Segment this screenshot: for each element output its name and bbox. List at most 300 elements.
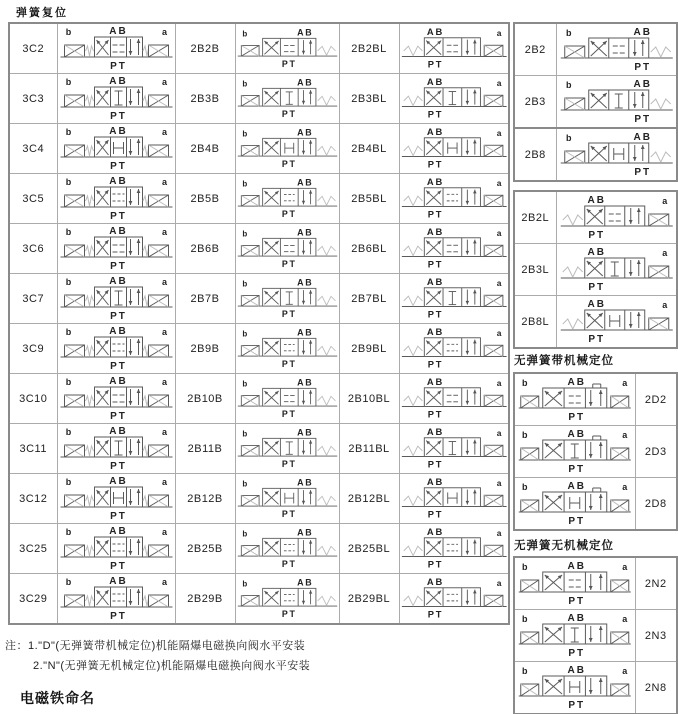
valve-symbol: [557, 298, 677, 346]
svg-text:b: b: [241, 29, 247, 39]
valve-code-cell: 2N2: [635, 557, 677, 610]
valve-code-cell: 2B9B: [175, 324, 235, 374]
svg-text:a: a: [496, 477, 501, 488]
svg-text:PT: PT: [281, 258, 297, 269]
svg-text:PT: PT: [281, 608, 297, 619]
valve-symbol-cell: [235, 424, 339, 474]
main-table-row: [9, 474, 509, 524]
side-table-2n: [513, 556, 678, 714]
valve-code-cell: 2B8L: [514, 296, 556, 349]
valve-symbol: [400, 525, 509, 573]
svg-text:b: b: [65, 177, 71, 187]
svg-text:PT: PT: [427, 409, 443, 420]
side-table-row: [514, 373, 677, 426]
svg-text:b: b: [65, 27, 71, 37]
valve-code-cell: 3C25: [9, 524, 57, 574]
svg-text:PT: PT: [427, 559, 443, 570]
svg-text:b: b: [65, 127, 71, 137]
valve-code-cell: 2B3B: [175, 74, 235, 124]
valve-symbol-cell: [399, 374, 509, 424]
valve-code-cell: 2D2: [635, 373, 677, 426]
svg-text:PT: PT: [281, 58, 297, 69]
svg-text:AB: AB: [296, 277, 313, 288]
svg-text:PT: PT: [633, 114, 651, 125]
svg-text:AB: AB: [633, 132, 652, 143]
side-table-row: [514, 191, 677, 244]
valve-code-cell: 2B4BL: [339, 124, 399, 174]
valve-code-cell: 3C2: [9, 23, 57, 74]
svg-text:b: b: [565, 28, 571, 38]
valve-code-cell: 2N3: [635, 610, 677, 662]
valve-symbol: [236, 475, 339, 523]
valve-symbol-cell: [57, 23, 175, 74]
svg-text:PT: PT: [427, 459, 443, 470]
svg-text:AB: AB: [296, 77, 313, 88]
svg-text:AB: AB: [296, 327, 313, 338]
svg-text:PT: PT: [109, 561, 127, 572]
valve-code-cell: 2B6BL: [339, 224, 399, 274]
svg-text:b: b: [241, 529, 247, 539]
svg-text:AB: AB: [633, 27, 652, 38]
main-table-row: [9, 23, 509, 74]
svg-text:AB: AB: [108, 426, 128, 437]
valve-symbol-cell: [399, 574, 509, 625]
valve-symbol-cell: [57, 324, 175, 374]
valve-symbol-cell: [235, 324, 339, 374]
valve-code-cell: 2D8: [635, 478, 677, 531]
valve-symbol: [58, 25, 175, 73]
valve-symbol: [58, 125, 175, 173]
valve-symbol: [515, 664, 635, 712]
valve-symbol-cell: [514, 373, 635, 426]
valve-code-cell: 2B10BL: [339, 374, 399, 424]
svg-text:AB: AB: [567, 481, 586, 492]
svg-text:AB: AB: [108, 376, 128, 387]
svg-text:PT: PT: [109, 361, 127, 372]
side-table-row: [514, 23, 677, 76]
valve-symbol-cell: [556, 128, 677, 181]
valve-symbol: [400, 575, 509, 623]
svg-text:a: a: [496, 527, 501, 538]
svg-text:PT: PT: [568, 700, 586, 711]
svg-text:a: a: [161, 477, 167, 487]
note-line-1: 注：1."D"(无弹簧带机械定位)机能隔爆电磁换向阀水平安装: [5, 640, 306, 652]
side-table-row: [514, 128, 677, 181]
svg-text:PT: PT: [427, 609, 443, 620]
side-table-row: [514, 610, 677, 662]
valve-code-cell: 2B7B: [175, 274, 235, 324]
svg-text:PT: PT: [568, 648, 586, 659]
svg-text:a: a: [496, 577, 501, 588]
valve-code-cell: 2B29B: [175, 574, 235, 625]
valve-symbol: [236, 175, 339, 223]
valve-symbol: [557, 246, 677, 294]
svg-text:a: a: [496, 277, 501, 288]
svg-text:b: b: [241, 329, 247, 339]
svg-text:PT: PT: [281, 358, 297, 369]
valve-symbol-cell: [235, 474, 339, 524]
valve-code-cell: 2B25BL: [339, 524, 399, 574]
svg-text:b: b: [65, 477, 71, 487]
svg-text:AB: AB: [296, 477, 313, 488]
valve-code-cell: 3C7: [9, 274, 57, 324]
valve-symbol: [236, 275, 339, 323]
svg-text:PT: PT: [568, 516, 586, 527]
svg-text:AB: AB: [296, 527, 313, 538]
svg-text:AB: AB: [426, 276, 444, 287]
side-table-row: [514, 557, 677, 610]
valve-symbol-cell: [57, 174, 175, 224]
valve-code-cell: 2B2BL: [339, 23, 399, 74]
svg-text:PT: PT: [109, 261, 127, 272]
svg-text:PT: PT: [633, 167, 651, 178]
valve-code-cell: 2B8: [514, 128, 556, 181]
svg-text:AB: AB: [426, 476, 444, 487]
valve-code-cell: 3C10: [9, 374, 57, 424]
svg-text:AB: AB: [567, 665, 586, 676]
svg-text:AB: AB: [108, 126, 128, 137]
valve-symbol-cell: [514, 557, 635, 610]
valve-symbol-cell: [399, 524, 509, 574]
valve-symbol: [400, 175, 509, 223]
svg-text:b: b: [65, 327, 71, 337]
svg-text:b: b: [522, 614, 528, 624]
valve-symbol-cell: [514, 662, 635, 714]
valve-symbol-cell: [57, 374, 175, 424]
svg-text:a: a: [496, 127, 501, 138]
svg-text:AB: AB: [108, 176, 128, 187]
svg-text:PT: PT: [427, 209, 443, 220]
svg-text:AB: AB: [296, 127, 313, 138]
svg-text:b: b: [565, 80, 571, 90]
svg-text:AB: AB: [567, 429, 586, 440]
svg-text:AB: AB: [633, 79, 652, 90]
main-table-row: [9, 424, 509, 474]
svg-text:PT: PT: [281, 108, 297, 119]
note-line-2: 2."N"(无弹簧无机械定位)机能隔爆电磁换向阀水平安装: [33, 660, 311, 672]
valve-code-cell: 3C29: [9, 574, 57, 625]
svg-text:b: b: [522, 666, 528, 676]
svg-text:a: a: [161, 177, 167, 187]
valve-symbol: [515, 612, 635, 660]
svg-text:b: b: [65, 527, 71, 537]
valve-symbol-cell: [399, 474, 509, 524]
valve-symbol: [400, 375, 509, 423]
valve-code-cell: 2B3BL: [339, 74, 399, 124]
valve-symbol: [58, 225, 175, 273]
svg-text:a: a: [622, 614, 628, 624]
valve-symbol-cell: [399, 74, 509, 124]
valve-code-cell: 2B5B: [175, 174, 235, 224]
valve-symbol-cell: [57, 224, 175, 274]
svg-text:a: a: [622, 562, 628, 572]
svg-text:AB: AB: [426, 176, 444, 187]
svg-text:b: b: [241, 429, 247, 439]
valve-symbol: [236, 225, 339, 273]
valve-symbol: [236, 525, 339, 573]
valve-symbol: [515, 428, 635, 476]
svg-text:a: a: [161, 527, 167, 537]
svg-text:b: b: [241, 179, 247, 189]
svg-text:AB: AB: [426, 576, 444, 587]
main-table-row: [9, 574, 509, 625]
valve-code-cell: 3C3: [9, 74, 57, 124]
side-table-row: [514, 296, 677, 349]
svg-text:a: a: [496, 327, 501, 338]
valve-symbol: [58, 375, 175, 423]
valve-code-cell: 3C6: [9, 224, 57, 274]
valve-code-cell: 2B2L: [514, 191, 556, 244]
valve-symbol: [557, 131, 677, 179]
valve-symbol: [58, 475, 175, 523]
main-table-row: [9, 374, 509, 424]
detent-heading: 无弹簧带机械定位: [514, 355, 614, 367]
svg-text:PT: PT: [281, 158, 297, 169]
svg-text:b: b: [241, 579, 247, 589]
valve-code-cell: 2B7BL: [339, 274, 399, 324]
valve-code-cell: 2B25B: [175, 524, 235, 574]
valve-symbol-cell: [556, 23, 677, 76]
svg-text:a: a: [622, 378, 628, 388]
side-table-row: [514, 244, 677, 296]
svg-text:a: a: [661, 300, 667, 310]
valve-symbol: [400, 75, 509, 123]
svg-text:AB: AB: [296, 27, 313, 38]
svg-text:a: a: [661, 196, 667, 206]
valve-symbol-cell: [235, 274, 339, 324]
svg-text:AB: AB: [108, 326, 128, 337]
valve-code-cell: 3C5: [9, 174, 57, 224]
svg-text:b: b: [565, 133, 571, 143]
svg-text:AB: AB: [108, 476, 128, 487]
svg-text:a: a: [496, 227, 501, 238]
svg-text:PT: PT: [109, 311, 127, 322]
main-table-row: [9, 274, 509, 324]
valve-symbol-cell: [235, 374, 339, 424]
valve-symbol: [58, 275, 175, 323]
valve-code-cell: 2B4B: [175, 124, 235, 174]
svg-text:a: a: [496, 177, 501, 188]
svg-text:a: a: [496, 27, 501, 38]
svg-text:PT: PT: [633, 62, 651, 73]
valve-symbol: [557, 194, 677, 242]
svg-text:a: a: [496, 427, 501, 438]
svg-text:b: b: [522, 482, 528, 492]
side-table-row: [514, 478, 677, 531]
svg-text:PT: PT: [427, 109, 443, 120]
valve-symbol-cell: [57, 524, 175, 574]
svg-text:PT: PT: [427, 259, 443, 270]
valve-symbol: [236, 325, 339, 373]
valve-symbol-cell: [399, 274, 509, 324]
valve-symbol-cell: [556, 296, 677, 349]
svg-text:PT: PT: [427, 509, 443, 520]
valve-symbol: [58, 425, 175, 473]
svg-text:a: a: [622, 666, 628, 676]
valve-code-cell: 2B9BL: [339, 324, 399, 374]
valve-symbol: [400, 25, 509, 73]
valve-code-cell: 3C4: [9, 124, 57, 174]
svg-text:PT: PT: [281, 408, 297, 419]
svg-text:b: b: [241, 79, 247, 89]
valve-code-cell: 2N8: [635, 662, 677, 714]
valve-symbol-cell: [399, 124, 509, 174]
valve-symbol-cell: [399, 424, 509, 474]
valve-symbol: [58, 575, 175, 623]
svg-text:PT: PT: [109, 111, 127, 122]
side-table-row: [514, 76, 677, 129]
svg-text:b: b: [65, 77, 71, 87]
valve-code-cell: 2B11BL: [339, 424, 399, 474]
svg-text:AB: AB: [108, 526, 128, 537]
valve-symbol: [557, 78, 677, 126]
valve-symbol-cell: [235, 74, 339, 124]
svg-text:AB: AB: [426, 426, 444, 437]
valve-symbol-cell: [57, 474, 175, 524]
spring-return-heading: 弹簧复位: [16, 7, 68, 19]
solenoid-naming-heading: 电磁铁命名: [20, 690, 95, 706]
valve-symbol: [236, 125, 339, 173]
side-table-2bl: [513, 190, 678, 349]
svg-text:AB: AB: [108, 276, 128, 287]
svg-text:b: b: [65, 427, 71, 437]
svg-text:AB: AB: [567, 613, 586, 624]
valve-symbol: [557, 26, 677, 74]
svg-text:a: a: [161, 577, 167, 587]
svg-text:AB: AB: [587, 195, 606, 206]
main-table-row: [9, 124, 509, 174]
svg-text:AB: AB: [587, 299, 606, 310]
svg-text:a: a: [496, 377, 501, 388]
svg-text:PT: PT: [109, 61, 127, 72]
svg-text:AB: AB: [567, 377, 586, 388]
valve-symbol: [400, 225, 509, 273]
svg-text:a: a: [161, 27, 167, 37]
valve-symbol-cell: [57, 574, 175, 625]
svg-text:a: a: [161, 277, 167, 287]
valve-symbol: [236, 25, 339, 73]
valve-code-cell: 2B3L: [514, 244, 556, 296]
valve-symbol-cell: [399, 23, 509, 74]
svg-text:PT: PT: [109, 211, 127, 222]
valve-code-cell: 2B12BL: [339, 474, 399, 524]
valve-code-cell: 3C11: [9, 424, 57, 474]
svg-text:b: b: [65, 227, 71, 237]
valve-symbol-cell: [57, 274, 175, 324]
svg-text:b: b: [241, 129, 247, 139]
svg-text:AB: AB: [426, 526, 444, 537]
svg-text:AB: AB: [567, 561, 586, 572]
svg-text:b: b: [241, 379, 247, 389]
valve-symbol: [236, 75, 339, 123]
valve-symbol: [515, 560, 635, 608]
side-table-row: [514, 426, 677, 478]
svg-text:a: a: [161, 327, 167, 337]
valve-symbol: [58, 75, 175, 123]
svg-text:AB: AB: [296, 177, 313, 188]
svg-text:b: b: [65, 277, 71, 287]
valve-code-cell: 2D3: [635, 426, 677, 478]
side-table-2d: [513, 372, 678, 531]
svg-text:PT: PT: [109, 161, 127, 172]
svg-text:a: a: [161, 377, 167, 387]
svg-text:b: b: [522, 430, 528, 440]
valve-symbol: [400, 125, 509, 173]
valve-symbol-cell: [57, 124, 175, 174]
valve-code-cell: 3C12: [9, 474, 57, 524]
svg-text:PT: PT: [281, 208, 297, 219]
valve-symbol-cell: [556, 244, 677, 296]
svg-text:PT: PT: [281, 308, 297, 319]
svg-text:PT: PT: [587, 334, 605, 345]
valve-code-cell: 2B6B: [175, 224, 235, 274]
svg-text:PT: PT: [427, 159, 443, 170]
svg-text:PT: PT: [281, 458, 297, 469]
svg-text:AB: AB: [108, 76, 128, 87]
svg-text:PT: PT: [281, 508, 297, 519]
no-detent-heading: 无弹簧无机械定位: [514, 540, 614, 552]
valve-symbol-cell: [235, 524, 339, 574]
spring-return-table: [8, 22, 510, 625]
svg-text:b: b: [241, 229, 247, 239]
valve-symbol: [58, 325, 175, 373]
svg-text:AB: AB: [296, 427, 313, 438]
valve-code-cell: 2B12B: [175, 474, 235, 524]
svg-text:b: b: [522, 562, 528, 572]
svg-text:a: a: [161, 77, 167, 87]
valve-symbol: [236, 425, 339, 473]
svg-text:AB: AB: [108, 26, 128, 37]
valve-symbol-cell: [399, 324, 509, 374]
svg-text:a: a: [661, 248, 667, 258]
svg-text:a: a: [622, 482, 628, 492]
valve-symbol: [58, 525, 175, 573]
main-table-row: [9, 224, 509, 274]
valve-code-cell: 2B2B: [175, 23, 235, 74]
valve-code-cell: 2B2: [514, 23, 556, 76]
svg-text:AB: AB: [426, 376, 444, 387]
main-table-row: [9, 524, 509, 574]
svg-text:PT: PT: [109, 511, 127, 522]
valve-symbol-cell: [235, 174, 339, 224]
svg-text:b: b: [241, 279, 247, 289]
valve-symbol-cell: [235, 574, 339, 625]
svg-text:b: b: [65, 377, 71, 387]
valve-symbol-cell: [399, 174, 509, 224]
svg-text:PT: PT: [568, 464, 586, 475]
svg-text:AB: AB: [426, 226, 444, 237]
valve-symbol-cell: [514, 610, 635, 662]
svg-text:AB: AB: [296, 377, 313, 388]
valve-symbol: [400, 425, 509, 473]
svg-text:b: b: [65, 577, 71, 587]
svg-text:PT: PT: [109, 461, 127, 472]
svg-text:PT: PT: [109, 611, 127, 622]
valve-code-cell: 2B29BL: [339, 574, 399, 625]
valve-code-cell: 3C9: [9, 324, 57, 374]
valve-symbol-cell: [235, 124, 339, 174]
svg-text:PT: PT: [427, 309, 443, 320]
main-table-row: [9, 74, 509, 124]
svg-text:AB: AB: [426, 126, 444, 137]
svg-text:PT: PT: [281, 558, 297, 569]
svg-text:a: a: [622, 430, 628, 440]
side-table-2b: [513, 22, 678, 182]
svg-text:AB: AB: [426, 26, 444, 37]
valve-symbol: [400, 475, 509, 523]
svg-text:a: a: [496, 77, 501, 88]
valve-symbol-cell: [235, 23, 339, 74]
